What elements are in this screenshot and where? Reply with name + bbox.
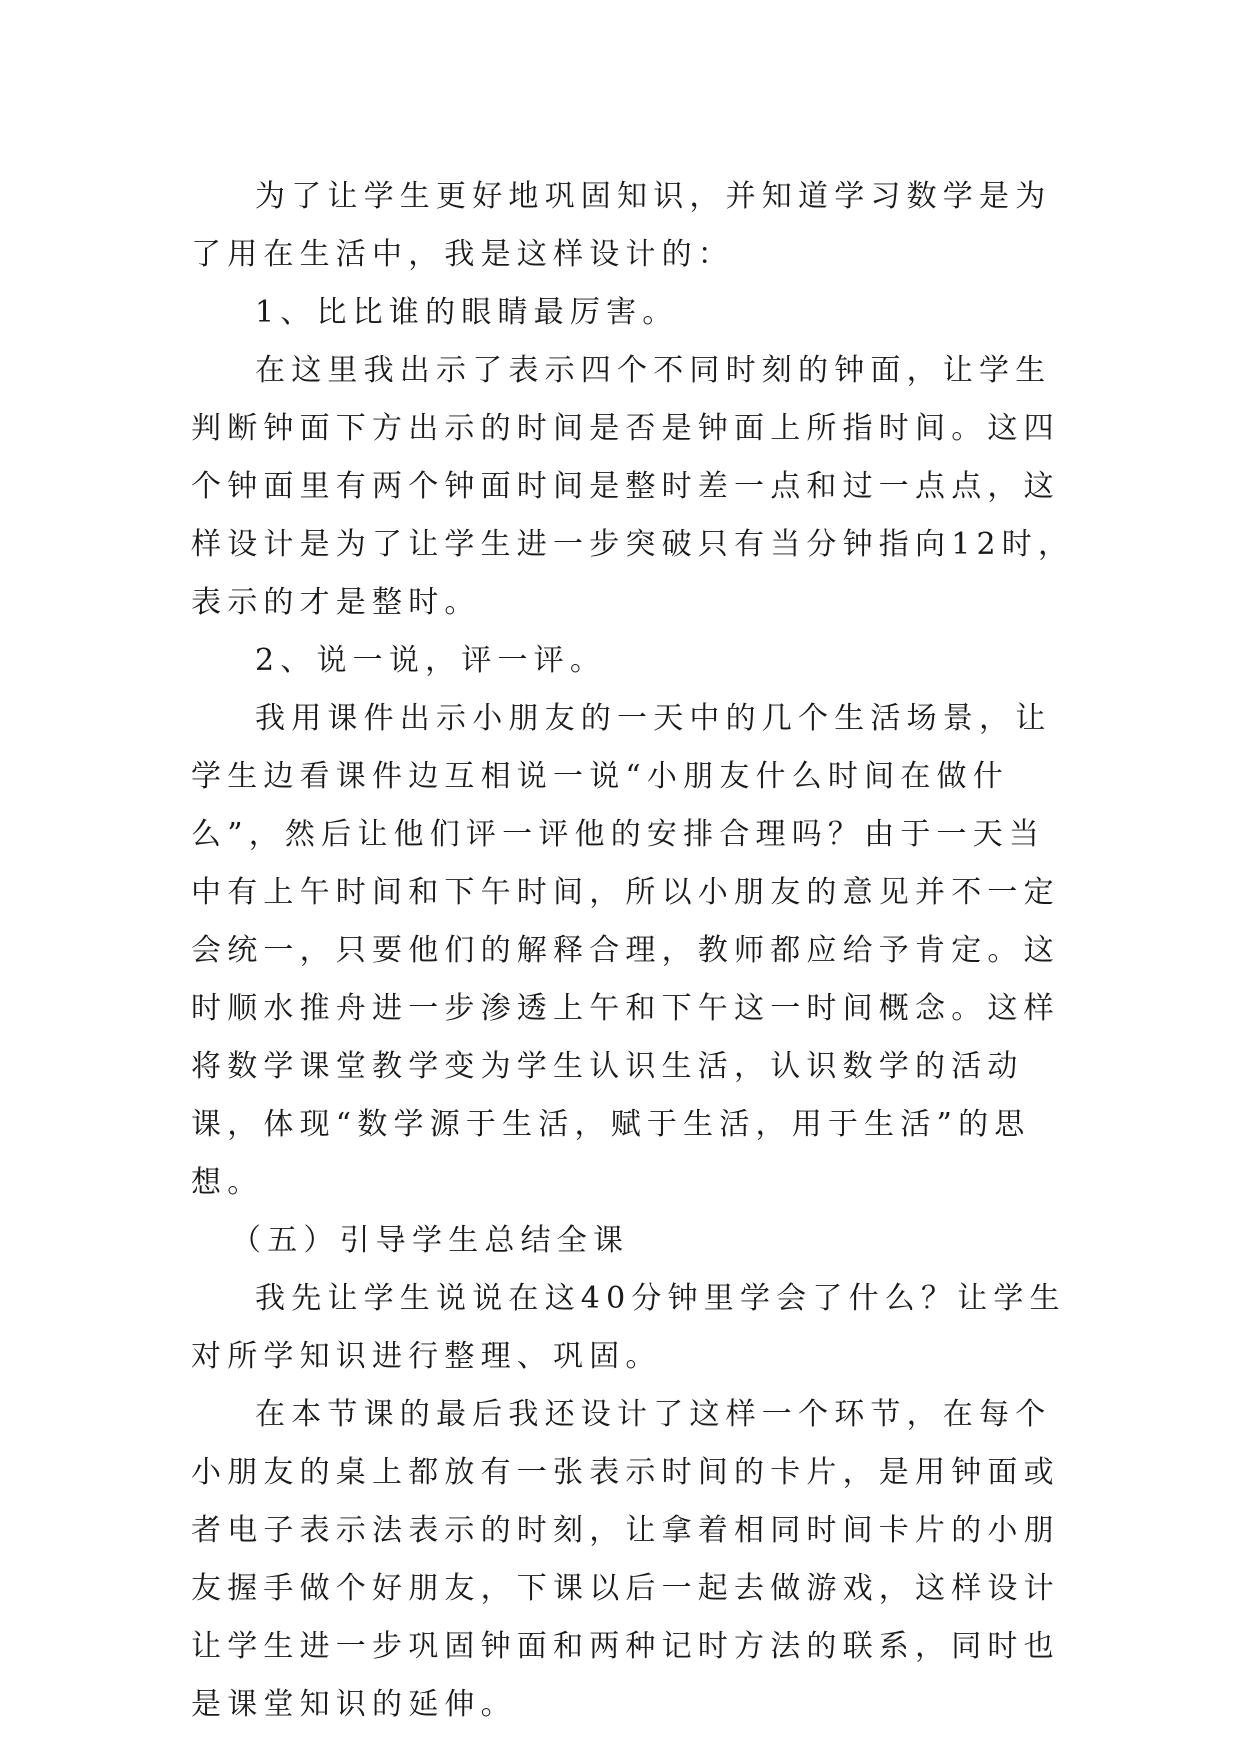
item-1-heading: 1、比比谁的眼睛最厉害。 [255, 295, 679, 330]
item-2-paragraph: 我用课件出示小朋友的一天中的几个生活场景，让学生边看课件边互相说一说“小朋友什么时间在做什么”，然后让他们评一评他的安排合理吗？由于一天当中有上午时间和下午时间，所以小朋友的意见并不一定会统一，只要他们的解释合理，教师都应给予肯定。这时顺水推舟进一步渗透上午和下午这一时间概念。这样将数学课堂教学变为学生认识生活，认识数学的活动课，体现“数学源于生活，赋于生活，用于生活”的思想。 [191, 701, 1060, 1200]
item-1-paragraph: 在这里我出示了表示四个不同时刻的钟面，让学生判断钟面下方出示的时间是否是钟面上所指时间。这四个钟面里有两个钟面时间是整时差一点和过一点点，这样设计是为了让学生进一步突破只有当分钟指向12时，表示的才是整时。 [191, 353, 1075, 620]
closing-paragraph: 在本节课的最后我还设计了这样一个环节，在每个小朋友的桌上都放有一张表示时间的卡片，是用钟面或者电子表示法表示的时刻，让拿着相同时间卡片的小朋友握手做个好朋友，下课以后一起去做游戏，这样设计让学生进一步巩固钟面和两种记时方法的联系，同时也是课堂知识的延伸。 [191, 1397, 1060, 1722]
summary-paragraph: 我先让学生说说在这40分钟里学会了什么？让学生对所学知识进行整理、巩固。 [191, 1281, 1066, 1374]
section-5-heading: （五）引导学生总结全课 [231, 1223, 630, 1258]
item-2-heading: 2、说一说，评一评。 [255, 643, 607, 678]
document-body [191, 168, 1081, 1734]
intro-paragraph: 为了让学生更好地巩固知识，并知道学习数学是为了用在生活中，我是这样设计的： [191, 179, 1052, 272]
